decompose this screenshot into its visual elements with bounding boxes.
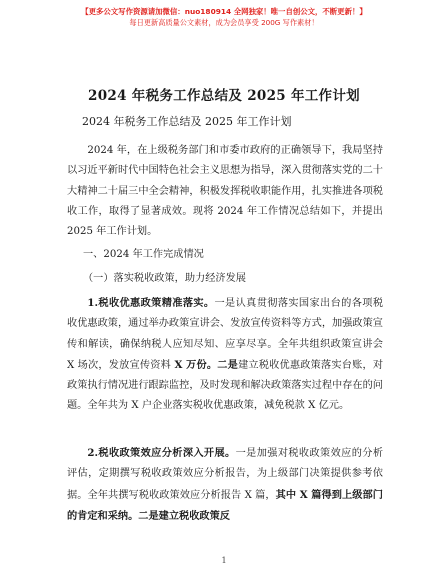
subsection-heading-1: （一）落实税收政策，助力经济发展 [83, 273, 246, 284]
document-subtitle: 2024 年税务工作总结及 2025 年工作计划 [82, 115, 292, 128]
section-heading-1: 一、2024 年工作完成情况 [83, 249, 204, 260]
promo-banner [0, 6, 448, 28]
paragraph-1-lead: 1.税收优惠政策精准落实。 [87, 297, 215, 309]
page-number: 1 [221, 556, 227, 565]
paragraph-2-bold-tail: 其中 X 篇得到上级部门的肯定和采纳。二是建立税收政策反 [67, 488, 383, 522]
intro-paragraph: 2024 年，在上级税务部门和市委市政府的正确领导下，我局坚持以习近平新时代中国特色社会主义思想为指导，深入贯彻落实党的二十大精神二十届三中全会精神，积极发挥税收职能作用，扎实推进各项税收工作，取得了显著成效。现将 2024 年工作情况总结如下，并提出 2025 年工作计划。 [67, 145, 383, 238]
paragraph-1-body-a: 一是认真贯彻落实国家出台的各项税收优惠政策，通过举办政策宣讲会、发放宣传资料等方式，加强政策宣传和解读，确保纳税人应知尽知、应享尽享。全年共组织政策宣讲会 X 场次，发放宣传资料 [67, 298, 384, 371]
paragraph-2-body-a: 一是加强对税收政策效应的分析评估，定期撰写税收政策效应分析报告，为上级部门决策提供参考依据。全年共撰写税收政策效应分析报告 X 篇， [67, 448, 384, 501]
paragraph-1 [67, 293, 383, 417]
paragraph-1-bold-mid: X 万份。二是 [174, 358, 238, 371]
document-title: 2024 年税务工作总结及 2025 年工作计划 [88, 88, 360, 104]
promo-banner-line-1: 【更多公文写作资源请加微信：nuo180914 全网独家！唯一自创公文，不断更新！】 [81, 7, 367, 16]
paragraph-1-body-b: 建立税收优惠政策落实台账，对政策执行情况进行跟踪监控，及时发现和解决政策落实过程中存在的问题。全年共为 X 户企业落实税收优惠政策，减免税款 X 亿元。 [67, 359, 384, 412]
promo-banner-line-2: 每日更新高质量公文素材，成为会员享受 200G 写作素材！ [129, 18, 319, 27]
paragraph-2-lead: 2.税收政策效应分析深入开展。 [87, 447, 236, 459]
paragraph-2 [67, 443, 383, 527]
